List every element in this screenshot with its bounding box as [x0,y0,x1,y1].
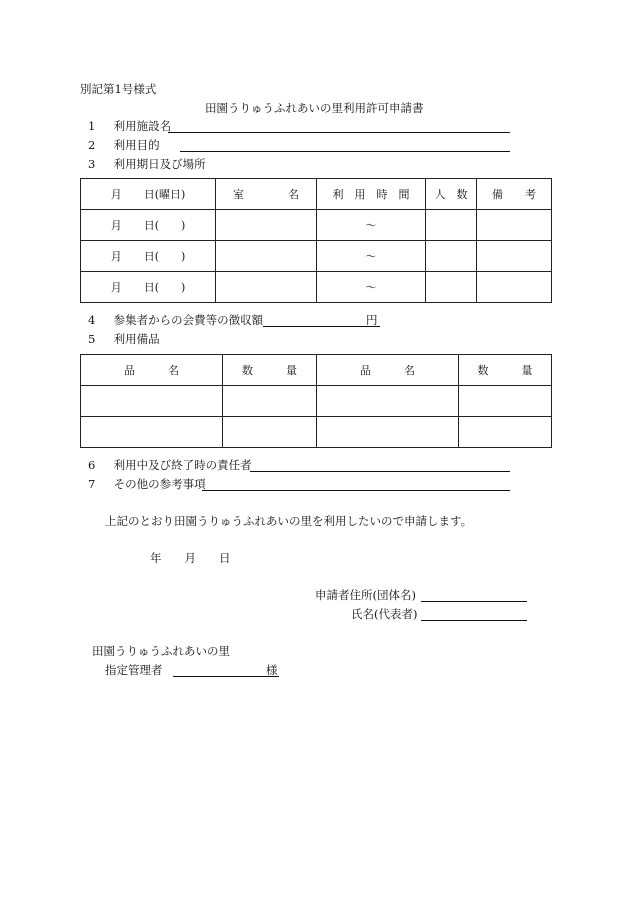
item-name-cell[interactable] [317,417,459,448]
item-label: 利用期日及び場所 [113,157,206,171]
header-item-name: 品 名 [317,355,459,386]
time-cell[interactable]: ～ [317,272,426,303]
item-label: 参集者からの会費等の徴収額 [113,313,264,327]
item-name-cell[interactable] [81,386,223,417]
applicant-address-label: 申請者住所(団体名) [315,588,416,602]
room-cell[interactable] [216,241,317,272]
notes-cell[interactable] [477,241,552,272]
honorific: 様 [266,663,278,677]
item-number: 6 [88,458,96,472]
date-cell[interactable]: 月 日( ) [81,241,216,272]
header-room: 室 名 [216,179,317,210]
document-title: 田園うりゅうふれあいの里利用許可申請書 [205,101,424,115]
notes-cell[interactable] [477,210,552,241]
quantity-cell[interactable] [459,417,552,448]
item-equipment [88,334,160,346]
responsible-person-field[interactable] [250,471,510,472]
item-label: 利用目的 [113,138,160,152]
header-notes: 備 考 [477,179,552,210]
quantity-cell[interactable] [223,417,317,448]
recipient-organization: 田園うりゅうふれあいの里 [92,644,230,658]
item-number: 5 [88,332,96,346]
other-notes-field[interactable] [202,490,510,491]
date-cell[interactable]: 月 日( ) [81,210,216,241]
header-quantity: 数 量 [223,355,317,386]
notes-cell[interactable] [477,272,552,303]
applicant-name-label: 氏名(代表者) [351,607,418,621]
equipment-table [80,354,552,448]
item-number: 2 [88,138,96,152]
applicant-address-field[interactable] [421,601,527,602]
fee-amount-field[interactable] [263,326,380,327]
designated-manager-label: 指定管理者 [105,663,163,677]
applicant-name-field[interactable] [421,620,527,621]
fee-unit: 円 [366,313,378,327]
application-statement: 上記のとおり田園うりゅうふれあいの里を利用したいので申請します。 [105,514,473,528]
purpose-field[interactable] [180,151,510,152]
form-number: 別記第1号様式 [80,82,157,96]
table-row [81,210,552,241]
item-name-cell[interactable] [81,417,223,448]
facility-name-field[interactable] [168,132,510,133]
item-label: その他の参考事項 [113,477,206,491]
table-row [81,272,552,303]
item-other [88,479,206,491]
table-row [81,417,552,448]
table-row [81,386,552,417]
room-cell[interactable] [216,210,317,241]
item-label: 利用施設名 [113,119,172,133]
item-purpose [88,140,160,152]
item-facility [88,121,171,133]
quantity-cell[interactable] [223,386,317,417]
item-number: 4 [88,313,96,327]
item-schedule [88,159,206,171]
application-date[interactable]: 年 月 日 [150,551,231,565]
header-people: 人 数 [426,179,477,210]
schedule-table [80,178,552,303]
time-cell[interactable]: ～ [317,241,426,272]
item-label: 利用備品 [113,332,160,346]
table-row [81,241,552,272]
header-item-name: 品 名 [81,355,223,386]
people-cell[interactable] [426,210,477,241]
people-cell[interactable] [426,241,477,272]
item-number: 1 [88,119,96,133]
item-responsible [88,460,252,472]
manager-name-field[interactable] [173,676,279,677]
item-number: 7 [88,477,96,491]
item-label: 利用中及び終了時の責任者 [113,458,252,472]
item-number: 3 [88,157,96,171]
quantity-cell[interactable] [459,386,552,417]
item-name-cell[interactable] [317,386,459,417]
item-fee [88,315,263,327]
header-date: 月 日(曜日) [81,179,216,210]
header-time: 利 用 時 間 [317,179,426,210]
room-cell[interactable] [216,272,317,303]
people-cell[interactable] [426,272,477,303]
time-cell[interactable]: ～ [317,210,426,241]
header-quantity: 数 量 [459,355,552,386]
date-cell[interactable]: 月 日( ) [81,272,216,303]
